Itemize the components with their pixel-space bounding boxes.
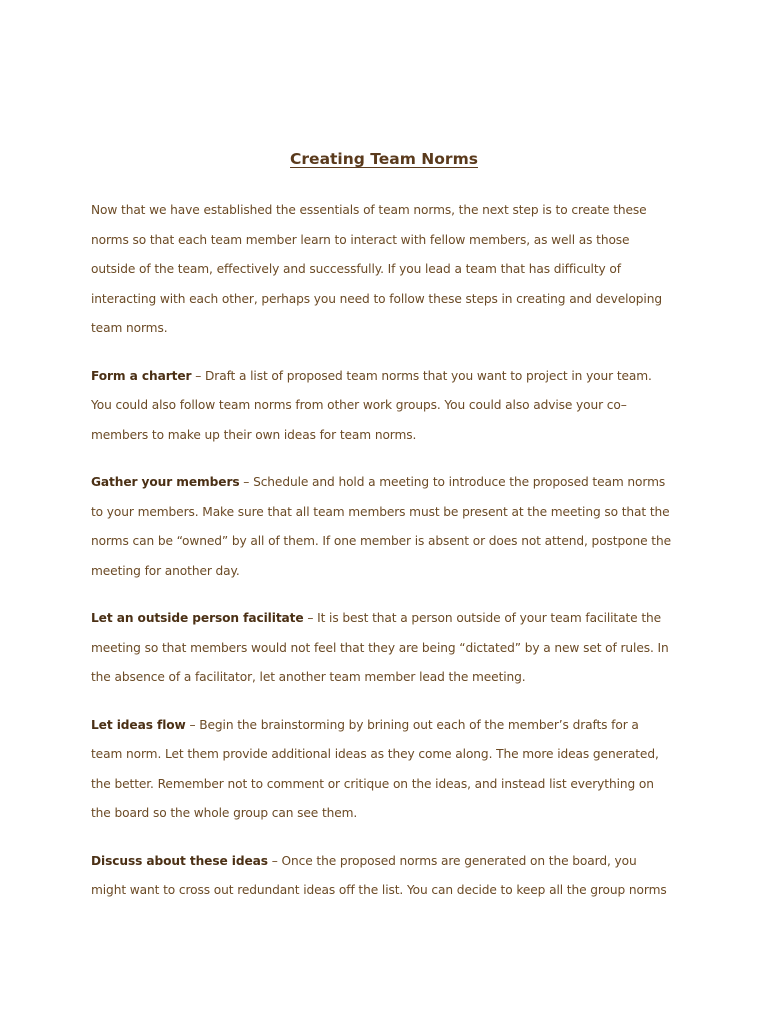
- intro-paragraph: Now that we have established the essentials of team norms, the next step is to create these norms so that each team member learn to interact with fellow members, as well as those outside of the team, effectively and successfully. If you lead a team that has difficulty of interacting with each other, perhaps you need to follow these steps in creating and developing team norms.: [91, 203, 662, 335]
- section-text: – Begin the brainstorming by brining out each of the member’s drafts for a team norm. Let them provide additional ideas as they come along. The more ideas generated, the better. Remember not to comment or critique on the ideas, and instead list everything on the board so the whole group can see them.: [91, 717, 659, 820]
- section-term: Form a charter: [91, 368, 192, 383]
- section-let-an-outside-person-facilitate: [91, 604, 671, 693]
- section-term: Discuss about these ideas: [91, 853, 268, 868]
- section-text: – Schedule and hold a meeting to introduce the proposed team norms to your members. Make sure that all team members must be present at the meeting so that the norms can be “owned” by all of them. If one member is absent or does not attend, postpone the meeting for another day.: [91, 475, 671, 578]
- document-body: [91, 196, 671, 924]
- section-discuss-about-these-ideas: [91, 847, 671, 906]
- section-term: Let ideas flow: [91, 717, 186, 732]
- section-text: – Once the proposed norms are generated on the board, you might want to cross out redundant ideas off the list. You can decide to keep all the group norms: [91, 853, 667, 897]
- section-gather-your-members: [91, 468, 671, 586]
- page-title: Creating Team Norms: [290, 150, 478, 168]
- section-text: – Draft a list of proposed team norms that you want to project in your team. You could also follow team norms from other work groups. You could also advise your co–members to make up their own ideas for team norms.: [91, 368, 652, 442]
- section-term: Let an outside person facilitate: [91, 611, 304, 625]
- section-text: – It is best that a person outside of your team facilitate the meeting so that members would not feel that they are being “dictated” by a new set of rules. In the absence of a facilitator, let another team member lead the meeting.: [91, 611, 669, 684]
- section-let-ideas-flow: [91, 711, 671, 829]
- section-form-a-charter: [91, 362, 671, 451]
- section-term: Gather your members: [91, 475, 240, 489]
